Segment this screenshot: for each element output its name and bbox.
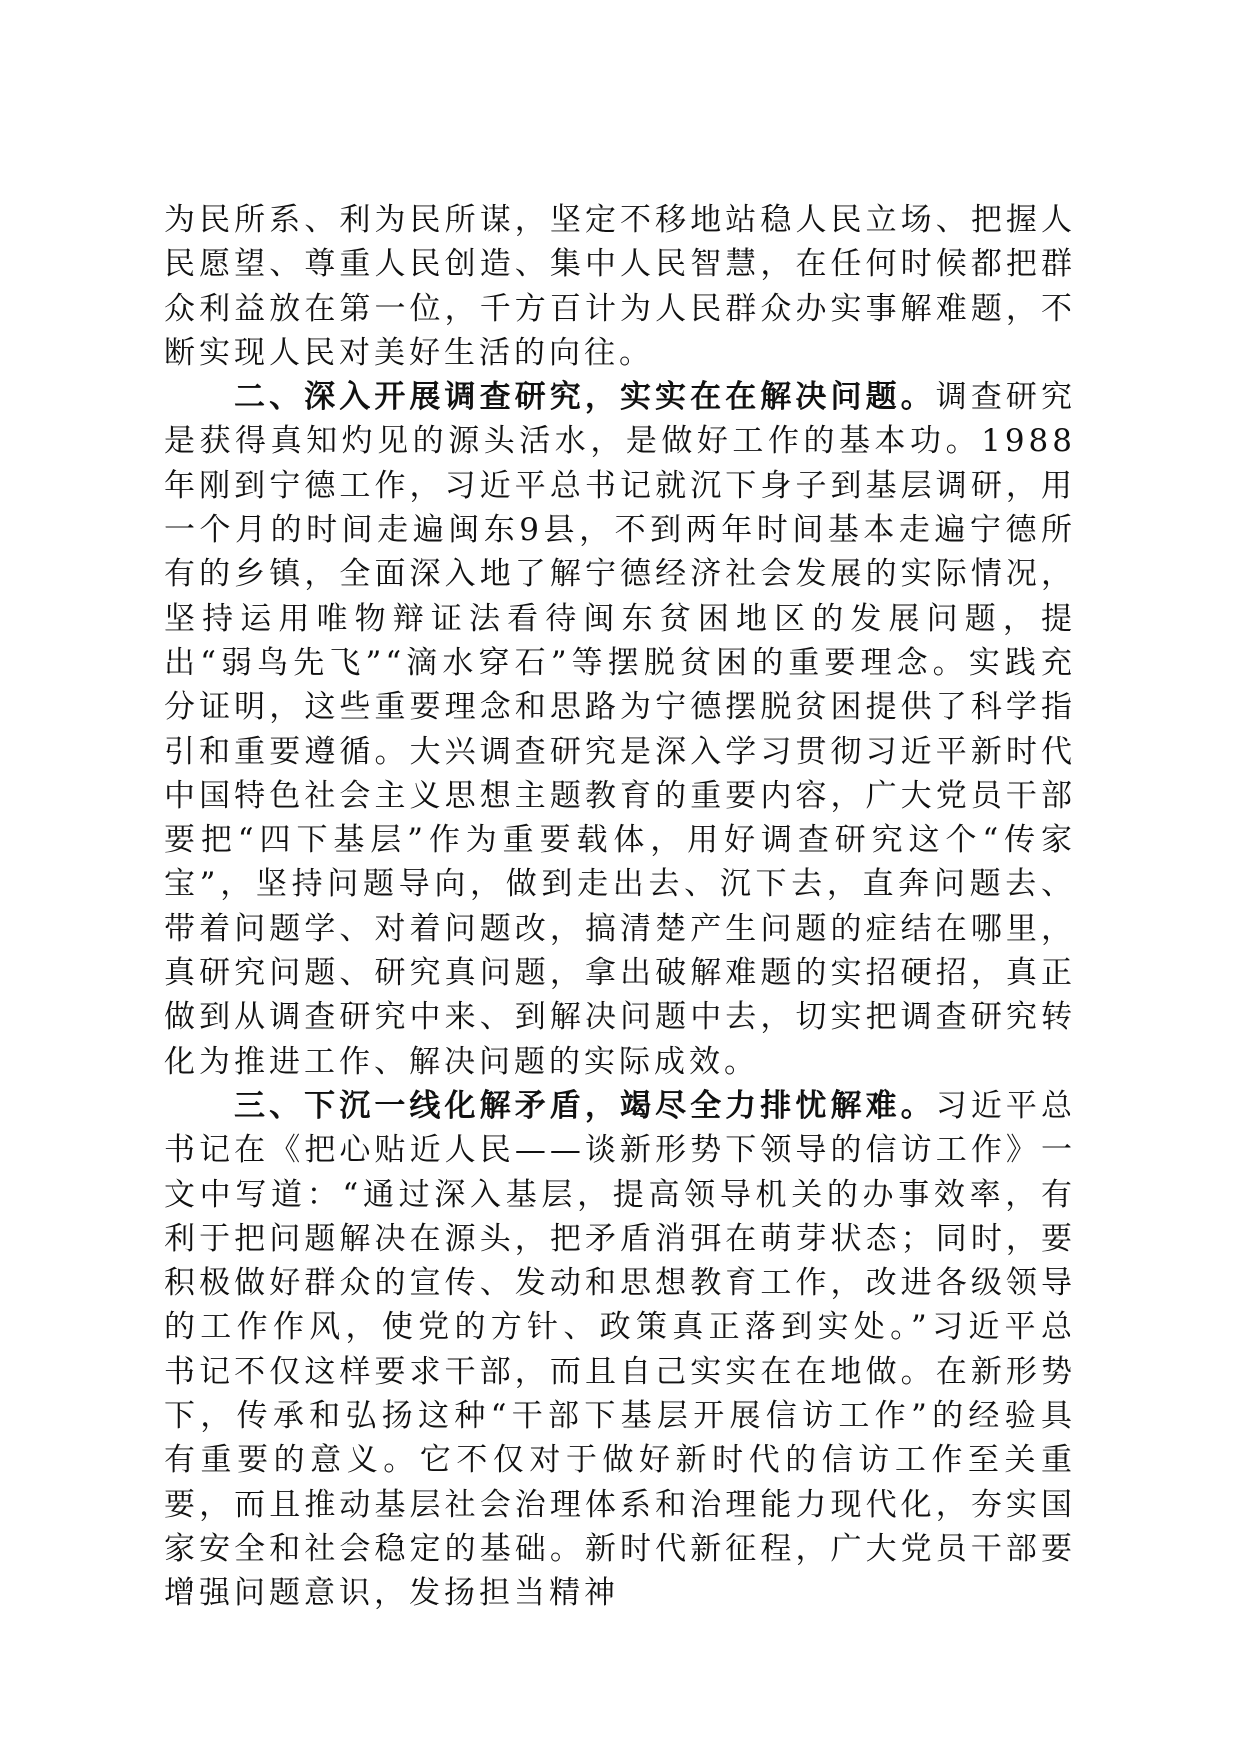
section-heading: 二、深入开展调查研究，实实在在解决问题。 xyxy=(234,379,936,416)
paragraph-body: 调查研究是获得真知灼见的源头活水，是做好工作的基本功。1988年刚到宁德工作，习近平总书记就沉下身子到基层调研，用一个月的时间走遍闽东9县，不到两年时间基本走遍宁德所有的乡镇，全面深入地了解宁德经济社会发展的实际情况，坚持运用唯物辩证法看待闽东贫困地区的发展问题，提出“弱鸟先飞”“滴水穿石”等摆脱贫困的重要理念。实践充分证明，这些重要理念和思路为宁德摆脱贫困提供了科学指引和重要遵循。大兴调查研究是深入学习贯彻习近平新时代中国特色社会主义思想主题教育的重要内容，广大党员干部要把“四下基层”作为重要载体，用好调查研究这个“传家宝”，坚持问题导向，做到走出去、沉下去，直奔问题去、带着问题学、对着问题改，搞清楚产生问题的症结在哪里，真研究问题、研究真问题，拿出破解难题的实招硬招，真正做到从调查研究中来、到解决问题中去，切实把调查研究转化为推进工作、解决问题的实际成效。 xyxy=(164,379,1077,1080)
paragraph-section-2 xyxy=(164,375,1076,1084)
paragraph-body: 习近平总书记在《把心贴近人民——谈新形势下领导的信访工作》一文中写道：“通过深入基层，提高领导机关的办事效率，有利于把问题解决在源头，把矛盾消弭在萌芽状态；同时，要积极做好群众的宣传、发动和思想教育工作，改进各级领导的工作作风，使党的方针、政策真正落到实处。”习近平总书记不仅这样要求干部，而且自己实实在在地做。在新形势下，传承和弘扬这种“干部下基层开展信访工作”的经验具有重要的意义。它不仅对于做好新时代的信访工作至关重要，而且推动基层社会治理体系和治理能力现代化，夯实国家安全和社会稳定的基础。新时代新征程，广大党员干部要增强问题意识，发扬担当精神 xyxy=(164,1087,1077,1612)
section-heading: 三、下沉一线化解矛盾，竭尽全力排忧解难。 xyxy=(234,1087,936,1124)
paragraph-body: 为民所系、利为民所谋，坚定不移地站稳人民立场、把握人民愿望、尊重人民创造、集中人民智慧，在任何时候都把群众利益放在第一位，千方百计为人民群众办实事解难题，不断实现人民对美好生活的向往。 xyxy=(164,202,1076,371)
paragraph-section-3 xyxy=(164,1084,1076,1616)
document-page xyxy=(164,198,1076,1616)
paragraph-continuation xyxy=(164,198,1076,375)
